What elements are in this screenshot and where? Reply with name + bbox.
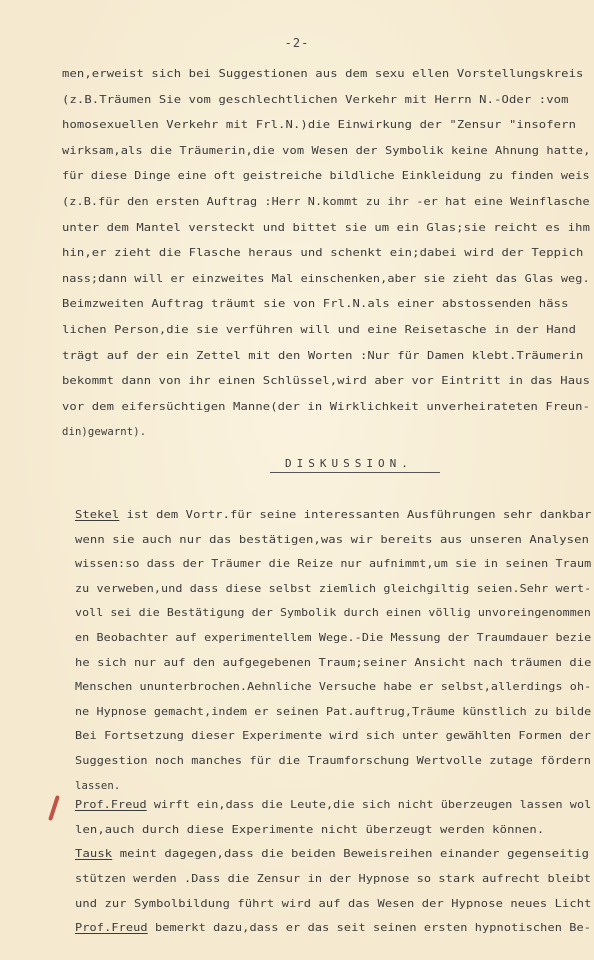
text-line: en Beobachter auf experimentellem Wege.-Die Messung der Traumdauer bezie — [75, 632, 592, 644]
text-line: zu verweben,und dass diese selbst ziemlich gleichgiltig seien.Sehr wert- — [75, 582, 592, 595]
text-line: trägt auf der ein Zettel mit den Worten :Nur für Damen klebt.Träumerin — [62, 349, 584, 362]
line-text: bemerkt dazu,dass er das seit seinen ersten hypnotischen Be- — [147, 922, 592, 934]
text-line: homosexuellen Verkehr mit Frl.N.)die Einwirkung der "Zensur "insofern — [62, 119, 577, 132]
text-line: (z.B.Träumen Sie vom geschlechtlichen Verkehr mit Herrn N.-Oder :vom — [62, 93, 569, 106]
text-line: men,erweist sich bei Suggestionen aus dem sexu ellen Vorstellungskreis — [62, 68, 584, 80]
speaker-name: Tausk — [75, 848, 113, 860]
text-line — [75, 799, 591, 811]
text-line: und zur Symbolbildung führt wird auf das Wesen der Hypnose neues Licht — [75, 898, 592, 910]
text-line: he sich nur auf den aufgegebenen Traum;seiner Ansicht nach träumen die — [75, 656, 592, 669]
line-text: meint dagegen,dass die beiden Beweisreihen einander gegenseitig — [112, 848, 590, 860]
text-line — [75, 509, 592, 521]
text-line: nass;dann will er einzweites Mal einschenken,aber sie zieht das Glas weg. — [62, 272, 590, 285]
text-line: lichen Person,die sie verführen will und eine Reisetasche in der Hand — [62, 324, 577, 336]
line-text: wirft ein,dass die Leute,die sich nicht überzeugen lassen wol — [146, 799, 592, 811]
text-line: lassen. — [75, 779, 121, 792]
text-line: Beimzweiten Auftrag träumt sie von Frl.N.als einer abstossenden häss — [62, 298, 569, 311]
text-line: wenn sie auch nur das bestätigen,was wir bereits aus unseren Analysen — [75, 533, 590, 546]
text-line: wissen:so dass der Träumer die Reize nur aufnimmt,um sie in seinen Traum — [75, 558, 592, 571]
speaker-name: Prof.Freud — [75, 799, 147, 811]
speaker-name: Stekel — [75, 509, 120, 521]
text-line: din)gewarnt). — [62, 426, 147, 439]
text-line: ne Hypnose gemacht,indem er seinen Pat.auftrug,Träume künstlich zu bilde — [75, 705, 592, 718]
text-line — [75, 922, 591, 934]
text-line: stützen werden .Dass die Zensur in der Hypnose so stark aufrecht bleibt — [75, 873, 592, 885]
text-line: hin,er zieht die Flasche heraus und schenkt ein;dabei wird der Teppich — [62, 247, 584, 260]
text-line: wirksam,als die Träumerin,die vom Wesen der Symbolik keine Ahnung hatte, — [62, 144, 591, 157]
text-line: für diese Dinge eine oft geistreiche bildliche Einkleidung zu finden weis — [62, 170, 590, 183]
text-line: Menschen ununterbrochen.Aehnliche Versuche habe er selbst,allerdings oh- — [75, 681, 592, 694]
text-line: bekommt dann von ihr einen Schlüssel,wird aber vor Eintritt in das Haus — [62, 375, 591, 388]
text-line: len,auch durch diese Experimente nicht überzeugt werden können. — [75, 824, 545, 836]
text-line: vor dem eifersüchtigen Manne(der in Wirklichkeit unverheirateten Freun- — [62, 400, 591, 413]
section-heading: DISKUSSION. — [285, 457, 413, 470]
heading-underline — [270, 472, 440, 473]
text-line: Suggestion noch manches für die Traumforschung Wertvolle zutage fördern — [75, 755, 592, 767]
text-line — [75, 848, 589, 860]
speaker-name: Prof.Freud — [75, 922, 148, 934]
text-line: (z.B.für den ersten Auftrag :Herr N.kommt zu ihr -er hat eine Weinflasche — [62, 196, 590, 208]
page-number: -2- — [284, 36, 310, 50]
red-margin-mark — [48, 795, 60, 821]
text-line: unter dem Mantel versteckt und bittet sie um ein Glas;sie reicht es ihm — [62, 221, 591, 234]
text-line: Bei Fortsetzung dieser Experimente wird sich unter gewählten Formen der — [75, 730, 592, 743]
text-line: voll sei die Bestätigung der Symbolik durch einen völlig unvoreingenommen — [75, 607, 591, 620]
line-text: ist dem Vortr.für seine interessanten Ausführungen sehr dankbar — [119, 509, 592, 521]
